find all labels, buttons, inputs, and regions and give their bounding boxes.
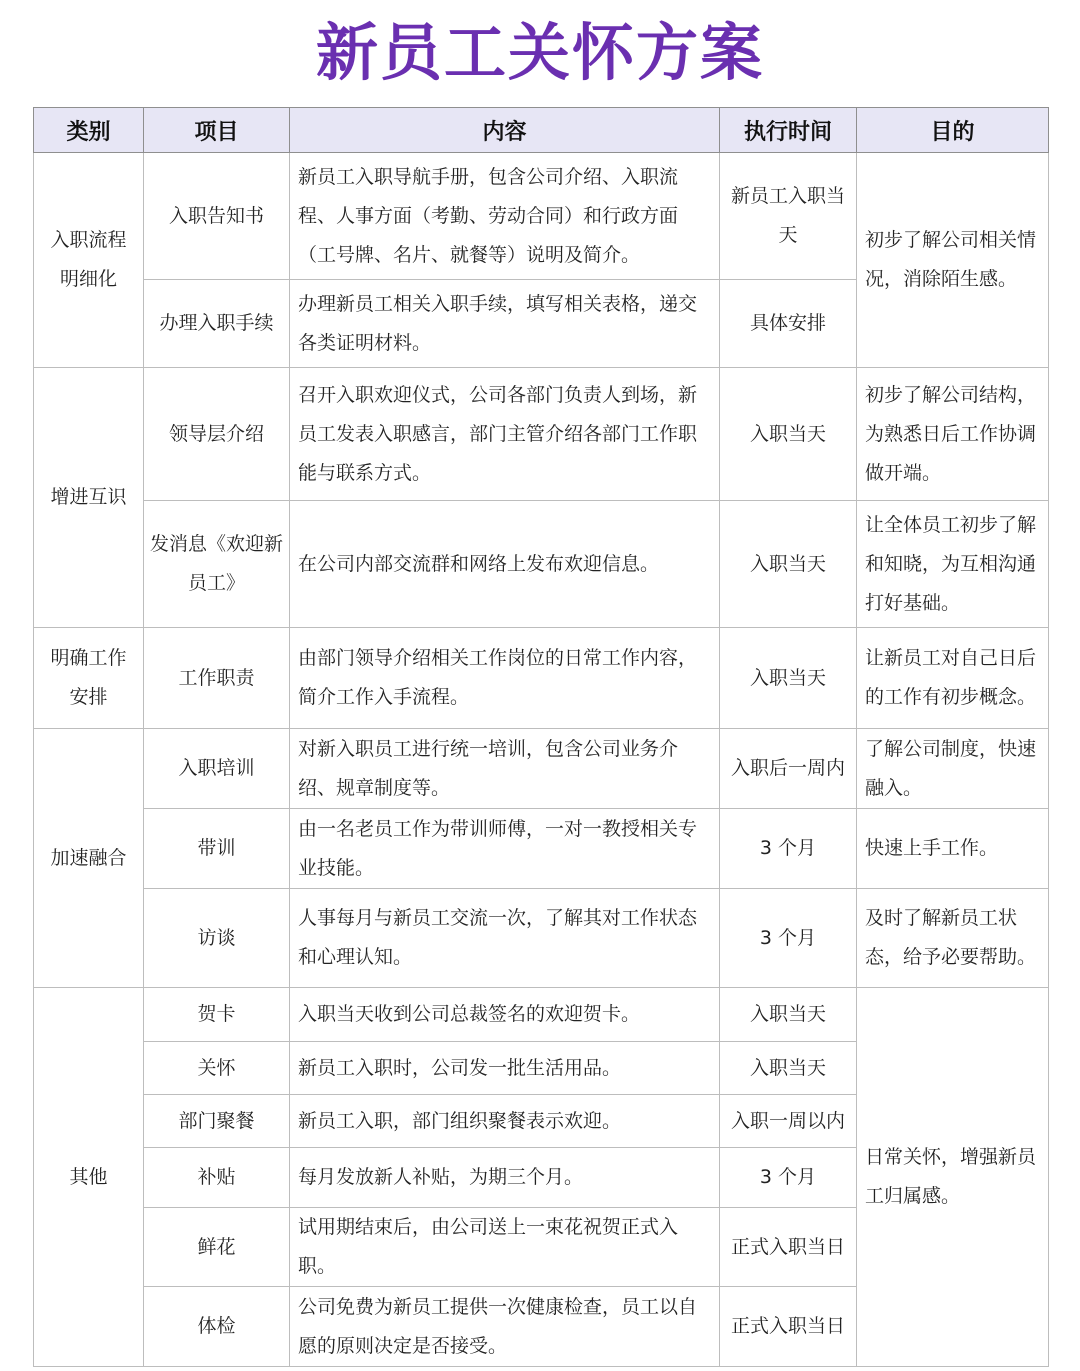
- time-cell: 入职当天: [720, 368, 857, 501]
- time-cell: 入职后一周内: [720, 729, 857, 809]
- category-cell: 明确工作安排: [34, 628, 144, 729]
- item-cell: 办理入职手续: [144, 280, 290, 368]
- time-cell: 正式入职当日: [720, 1208, 857, 1287]
- item-cell: 体检: [144, 1287, 290, 1367]
- content-cell: 在公司内部交流群和网络上发布欢迎信息。: [290, 501, 720, 628]
- header-category: 类别: [34, 108, 144, 153]
- content-cell: 每月发放新人补贴，为期三个月。: [290, 1148, 720, 1208]
- content-cell: 试用期结束后，由公司送上一束花祝贺正式入职。: [290, 1208, 720, 1287]
- content-cell: 新员工入职时，公司发一批生活用品。: [290, 1042, 720, 1095]
- purpose-cell: 及时了解新员工状态，给予必要帮助。: [857, 889, 1049, 988]
- item-cell: 鲜花: [144, 1208, 290, 1287]
- table-row: [34, 729, 1049, 809]
- item-cell: 贺卡: [144, 988, 290, 1042]
- content-cell: 对新入职员工进行统一培训，包含公司业务介绍、规章制度等。: [290, 729, 720, 809]
- content-cell: 召开入职欢迎仪式，公司各部门负责人到场，新员工发表入职感言，部门主管介绍各部门工作职能与联系方式。: [290, 368, 720, 501]
- category-cell: 加速融合: [34, 729, 144, 988]
- item-cell: 带训: [144, 809, 290, 889]
- time-cell: 入职一周以内: [720, 1095, 857, 1148]
- item-cell: 关怀: [144, 1042, 290, 1095]
- category-cell: 增进互识: [34, 368, 144, 628]
- content-cell: 由一名老员工作为带训师傅，一对一教授相关专业技能。: [290, 809, 720, 889]
- content-cell: 新员工入职，部门组织聚餐表示欢迎。: [290, 1095, 720, 1148]
- page-title: 新员工关怀方案: [315, 16, 764, 89]
- table-row: [34, 889, 1049, 988]
- item-cell: 入职培训: [144, 729, 290, 809]
- purpose-cell: 日常关怀，增强新员工归属感。: [857, 988, 1049, 1367]
- table-header-row: [34, 108, 1049, 153]
- table-row: [34, 809, 1049, 889]
- purpose-cell: 让全体员工初步了解和知晓，为互相沟通打好基础。: [857, 501, 1049, 628]
- purpose-cell: 初步了解公司相关情况，消除陌生感。: [857, 153, 1049, 368]
- content-cell: 入职当天收到公司总裁签名的欢迎贺卡。: [290, 988, 720, 1042]
- time-cell: 入职当天: [720, 988, 857, 1042]
- category-cell: 其他: [34, 988, 144, 1367]
- item-cell: 补贴: [144, 1148, 290, 1208]
- time-cell: 3 个月: [720, 1148, 857, 1208]
- table-row: [34, 368, 1049, 501]
- content-cell: 人事每月与新员工交流一次，了解其对工作状态和心理认知。: [290, 889, 720, 988]
- table-row: [34, 501, 1049, 628]
- time-cell: 正式入职当日: [720, 1287, 857, 1367]
- table-row: [34, 153, 1049, 280]
- care-plan-table: [33, 107, 1049, 1367]
- item-cell: 访谈: [144, 889, 290, 988]
- time-cell: 入职当天: [720, 501, 857, 628]
- table-row: [34, 628, 1049, 729]
- purpose-cell: 了解公司制度，快速融入。: [857, 729, 1049, 809]
- header-content: 内容: [290, 108, 720, 153]
- time-cell: 入职当天: [720, 628, 857, 729]
- time-cell: 具体安排: [720, 280, 857, 368]
- purpose-cell: 初步了解公司结构，为熟悉日后工作协调做开端。: [857, 368, 1049, 501]
- item-cell: 领导层介绍: [144, 368, 290, 501]
- time-cell: 3 个月: [720, 809, 857, 889]
- content-cell: 公司免费为新员工提供一次健康检查，员工以自愿的原则决定是否接受。: [290, 1287, 720, 1367]
- time-cell: 入职当天: [720, 1042, 857, 1095]
- purpose-cell: 让新员工对自己日后的工作有初步概念。: [857, 628, 1049, 729]
- category-cell: 入职流程明细化: [34, 153, 144, 368]
- header-time: 执行时间: [720, 108, 857, 153]
- content-cell: 由部门领导介绍相关工作岗位的日常工作内容，简介工作入手流程。: [290, 628, 720, 729]
- item-cell: 工作职责: [144, 628, 290, 729]
- time-cell: 新员工入职当天: [720, 153, 857, 280]
- content-cell: 新员工入职导航手册，包含公司介绍、入职流程、人事方面（考勤、劳动合同）和行政方面（工号牌、名片、就餐等）说明及简介。: [290, 153, 720, 280]
- item-cell: 发消息《欢迎新员工》: [144, 501, 290, 628]
- purpose-cell: 快速上手工作。: [857, 809, 1049, 889]
- header-purpose: 目的: [857, 108, 1049, 153]
- content-cell: 办理新员工相关入职手续，填写相关表格，递交各类证明材料。: [290, 280, 720, 368]
- item-cell: 入职告知书: [144, 153, 290, 280]
- item-cell: 部门聚餐: [144, 1095, 290, 1148]
- time-cell: 3 个月: [720, 889, 857, 988]
- table-row: [34, 988, 1049, 1042]
- header-item: 项目: [144, 108, 290, 153]
